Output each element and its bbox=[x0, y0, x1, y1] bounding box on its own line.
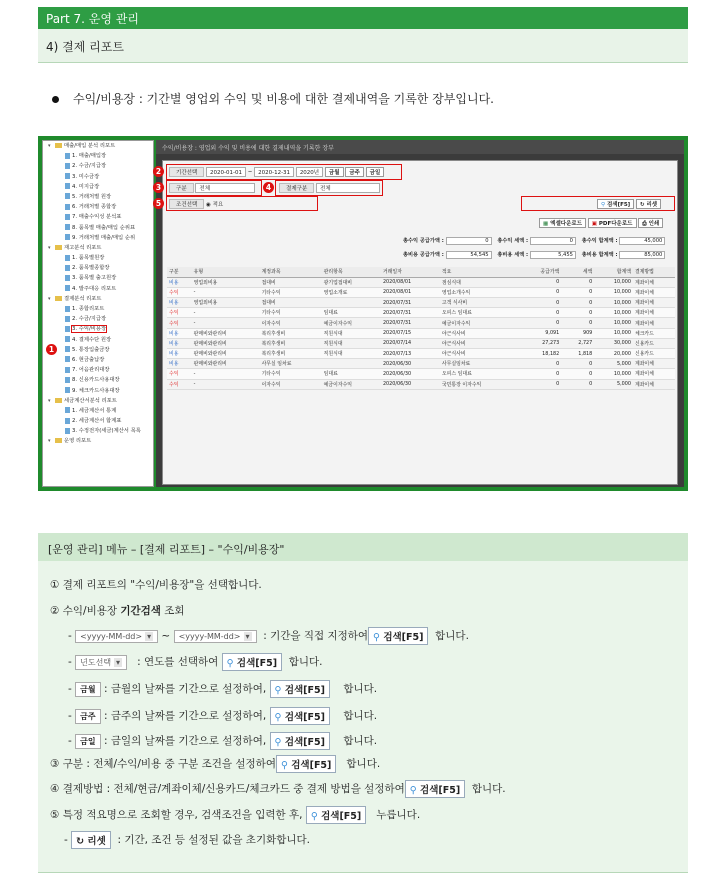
table-cell: 2020/07/15 bbox=[381, 328, 440, 338]
document-icon bbox=[65, 214, 70, 220]
table-cell: - bbox=[192, 308, 260, 318]
table-cell: 2020/07/14 bbox=[381, 338, 440, 348]
guide-search-button: ⚲ 검색[F5] bbox=[270, 707, 330, 725]
table-cell: 2020/07/13 bbox=[381, 349, 440, 359]
table-cell: 0 bbox=[561, 369, 594, 379]
document-icon bbox=[65, 265, 70, 271]
table-cell: 국민통장 이자수익 bbox=[440, 379, 519, 389]
column-header[interactable]: 계정과목 bbox=[260, 267, 322, 277]
table-cell: 임대료 bbox=[322, 369, 381, 379]
tree-item-label: 3. 품목별 출고원장 bbox=[72, 275, 117, 282]
highlight-period bbox=[166, 164, 402, 180]
table-cell: 예금이자수익 bbox=[322, 318, 381, 328]
table-cell: 비용 bbox=[167, 359, 192, 369]
column-header[interactable]: 유형 bbox=[192, 267, 260, 277]
guide-month-button: 금월 bbox=[75, 682, 100, 697]
table-cell: 이자수익 bbox=[260, 318, 322, 328]
step-4: ④ 결제방법 : 전체/현금/계좌이체/신용카드/체크카드 중 결제 방법을 설정하여 ⚲ 검색[F5] 합니다. bbox=[50, 780, 506, 798]
expand-icon[interactable]: ▾ bbox=[48, 295, 51, 302]
table-cell: 2020/08/01 bbox=[381, 287, 440, 297]
table-cell: 오피스 임대료 bbox=[440, 308, 519, 318]
tree-item-label: 6. 거래처별 종합장 bbox=[72, 204, 117, 211]
table-cell: 2020/07/31 bbox=[381, 318, 440, 328]
table-cell: 2020/08/01 bbox=[381, 277, 440, 287]
month-button[interactable]: 금월 bbox=[325, 167, 344, 177]
guide-week-button: 금주 bbox=[75, 709, 100, 724]
table-cell: 점심식대 bbox=[440, 277, 519, 287]
tree-item[interactable] bbox=[43, 263, 153, 273]
table-cell: 비용 bbox=[167, 349, 192, 359]
tree-item[interactable] bbox=[43, 314, 153, 324]
table-cell: 사무실 임차료 bbox=[260, 359, 322, 369]
tree-folder[interactable] bbox=[43, 141, 153, 151]
column-header[interactable]: 구분 bbox=[167, 267, 192, 277]
table-cell: 복리후생비 bbox=[260, 338, 322, 348]
tree-item-label: 6. 현금출납장 bbox=[72, 356, 105, 363]
document-icon bbox=[65, 183, 70, 189]
column-header[interactable]: 공급가액 bbox=[519, 267, 561, 277]
tree-item[interactable] bbox=[43, 172, 153, 182]
table-row[interactable] bbox=[167, 318, 675, 328]
tree-item-label: 3. 수정전자(세금)계산서 목록 bbox=[72, 428, 141, 435]
guide-day-button: 금일 bbox=[75, 734, 100, 749]
guide-search-button: ⚲ 검색[F5] bbox=[222, 653, 282, 671]
table-row[interactable] bbox=[167, 298, 675, 308]
table-cell: 영업소개료 bbox=[322, 287, 381, 297]
document-icon bbox=[65, 275, 70, 281]
table-cell: 909 bbox=[561, 328, 594, 338]
table-cell: 2020/07/31 bbox=[381, 308, 440, 318]
table-cell: 예금이자수익 bbox=[440, 318, 519, 328]
tree-item[interactable] bbox=[43, 233, 153, 243]
table-cell: 판매비와관리비 bbox=[192, 328, 260, 338]
pdf-button[interactable]: ▣ PDF다운로드 bbox=[588, 218, 637, 228]
table-cell: 영업소개수익 bbox=[440, 287, 519, 297]
table-cell: - bbox=[192, 318, 260, 328]
column-header[interactable]: 세액 bbox=[561, 267, 594, 277]
folder-icon bbox=[55, 296, 62, 301]
table-cell: 기타수익 bbox=[260, 308, 322, 318]
pay-select[interactable]: 전체 bbox=[316, 183, 380, 193]
tree-item-label: 1. 종합리포트 bbox=[72, 306, 105, 312]
step-2-day: - 금일 : 금일의 날짜를 기간으로 설정하여, ⚲ 검색[F5] 합니다. bbox=[68, 732, 377, 750]
app-screenshot bbox=[38, 136, 688, 491]
table-cell: 체크카드 bbox=[633, 328, 675, 338]
table-cell: 직원식대 bbox=[322, 328, 381, 338]
step-reset: - ↻ 리셋 : 기간, 조건 등 설정된 값을 초기화합니다. bbox=[64, 831, 310, 849]
reset-button[interactable]: ↻ 리셋 bbox=[636, 199, 661, 209]
tree-item-label: 재고분석 리포트 bbox=[64, 244, 102, 251]
folder-icon bbox=[55, 143, 62, 148]
table-cell: 2020/06/30 bbox=[381, 379, 440, 389]
tree-item[interactable] bbox=[43, 223, 153, 233]
table-cell: 기타수익 bbox=[260, 287, 322, 297]
table-cell: 계좌이체 bbox=[633, 318, 675, 328]
document-icon bbox=[65, 153, 70, 159]
table-cell: 2,727 bbox=[561, 338, 594, 348]
table-cell bbox=[322, 359, 381, 369]
period-label: 기간선택 bbox=[169, 167, 204, 177]
marker-3: 3 bbox=[153, 182, 164, 193]
document-icon bbox=[65, 367, 70, 373]
marker-2: 2 bbox=[153, 166, 164, 177]
table-cell: 수익 bbox=[167, 369, 192, 379]
date-to-input[interactable]: 2020-12-31 bbox=[254, 167, 294, 177]
table-cell: 수익 bbox=[167, 287, 192, 297]
table-cell bbox=[322, 298, 381, 308]
document-icon bbox=[65, 428, 70, 434]
tree-item-label: 1. 매출/매입장 bbox=[72, 153, 107, 160]
intro-bullet bbox=[52, 90, 494, 107]
tree-item[interactable] bbox=[43, 324, 153, 334]
table-cell: 0 bbox=[519, 277, 561, 287]
table-row[interactable] bbox=[167, 349, 675, 359]
part-header: Part 7. 운영 관리 bbox=[38, 7, 688, 29]
report-table bbox=[167, 267, 675, 390]
table-cell: 0 bbox=[561, 359, 594, 369]
report-window bbox=[156, 140, 684, 487]
table-cell: - bbox=[192, 369, 260, 379]
tree-item[interactable] bbox=[43, 202, 153, 212]
table-cell: 신용카드 bbox=[633, 349, 675, 359]
tree-item-label: 7. 어음관리대장 bbox=[72, 367, 110, 374]
report-tree bbox=[42, 140, 154, 487]
tree-item-label: 5. 거래처별 원장 bbox=[72, 193, 112, 200]
tree-item-label: 1. 품목별원장 bbox=[72, 255, 105, 262]
highlight-pay bbox=[275, 180, 383, 196]
table-cell: 9,091 bbox=[519, 328, 561, 338]
folder-icon bbox=[55, 438, 62, 443]
tree-item-label: 1. 세금계산서 통계 bbox=[72, 407, 117, 414]
guide-search-button: ⚲ 검색[F5] bbox=[306, 806, 366, 824]
guide-search-button: ⚲ 검색[F5] bbox=[270, 732, 330, 750]
document-icon bbox=[65, 224, 70, 230]
marker-1: 1 bbox=[46, 344, 57, 355]
expand-icon[interactable]: ▾ bbox=[48, 438, 51, 445]
expand-icon[interactable]: ▾ bbox=[48, 244, 51, 251]
document-icon bbox=[65, 356, 70, 362]
document-icon bbox=[65, 285, 70, 291]
report-panel bbox=[155, 160, 678, 485]
column-header[interactable]: 결제방법 bbox=[633, 267, 675, 277]
document-icon bbox=[65, 163, 70, 169]
column-header[interactable]: 관리항목 bbox=[322, 267, 381, 277]
tree-item[interactable] bbox=[43, 253, 153, 263]
tree-item[interactable] bbox=[43, 212, 153, 222]
tree-item[interactable] bbox=[43, 406, 153, 416]
table-cell: 10,000 bbox=[594, 298, 633, 308]
table-cell: 5,000 bbox=[594, 359, 633, 369]
tree-item-label: 4. 결제수단 원장 bbox=[72, 336, 112, 343]
tree-item-label: 세금계산서분석 리포트 bbox=[64, 397, 117, 404]
table-row[interactable] bbox=[167, 287, 675, 297]
highlight-type bbox=[166, 180, 262, 196]
export-row bbox=[539, 218, 663, 230]
year-select[interactable]: 2020년 bbox=[296, 167, 323, 177]
table-cell: 사무실임차료 bbox=[440, 359, 519, 369]
expand-icon[interactable]: ▾ bbox=[48, 397, 51, 404]
step-2-year: - 년도선택 ▾ : 연도를 선택하여 ⚲ 검색[F5] 합니다. bbox=[68, 653, 323, 671]
table-cell: 0 bbox=[519, 318, 561, 328]
table-cell: 10,000 bbox=[594, 369, 633, 379]
guide-date-to: <yyyy-MM-dd> ▾ bbox=[174, 630, 257, 643]
table-cell: 복리후생비 bbox=[260, 349, 322, 359]
table-header bbox=[167, 267, 675, 277]
guide-date-from: <yyyy-MM-dd> ▾ bbox=[75, 630, 158, 643]
tree-item[interactable] bbox=[43, 182, 153, 192]
table-row[interactable] bbox=[167, 379, 675, 389]
search-button[interactable]: ⚲ 검색[F5] bbox=[597, 199, 634, 209]
table-cell: 오피스 임대료 bbox=[440, 369, 519, 379]
cond-radio[interactable]: ◉ 적요 bbox=[206, 202, 224, 208]
table-cell: 0 bbox=[561, 308, 594, 318]
tree-item-label: 2. 수금/지급장 bbox=[72, 163, 107, 170]
table-cell: 비용 bbox=[167, 277, 192, 287]
table-cell: 접대비 bbox=[260, 277, 322, 287]
table-cell: 1,818 bbox=[561, 349, 594, 359]
document-icon bbox=[65, 326, 70, 332]
column-header[interactable]: 적요 bbox=[440, 267, 519, 277]
table-cell: 0 bbox=[561, 277, 594, 287]
tree-item-label: 결제분석 리포트 bbox=[64, 295, 102, 302]
guide-reset-button: ↻ 리셋 bbox=[71, 831, 111, 849]
document-icon bbox=[65, 418, 70, 424]
table-cell: 비용 bbox=[167, 338, 192, 348]
table-cell: 18,182 bbox=[519, 349, 561, 359]
table-cell: 광기업접대비 bbox=[322, 277, 381, 287]
excel-button[interactable]: ▦ 엑셀다운로드 bbox=[539, 218, 586, 228]
table-row[interactable] bbox=[167, 308, 675, 318]
document-icon bbox=[65, 204, 70, 210]
table-cell: 10,000 bbox=[594, 318, 633, 328]
expense-summary: 총비용 공급가액 : 54,545 총비용 세액 : 5,455 총비용 합계액 : 85,000 bbox=[403, 251, 669, 259]
table-cell: - bbox=[192, 287, 260, 297]
table-cell: 2020/06/30 bbox=[381, 369, 440, 379]
date-from-input[interactable]: 2020-01-01 bbox=[206, 167, 246, 177]
tree-item[interactable] bbox=[43, 273, 153, 283]
print-button[interactable]: ⎙ 인쇄 bbox=[638, 218, 663, 228]
tree-item[interactable] bbox=[43, 355, 153, 365]
table-cell: 0 bbox=[519, 359, 561, 369]
bullet-dot-icon bbox=[52, 96, 59, 103]
table-cell: 10,000 bbox=[594, 328, 633, 338]
table-cell: 계좌이체 bbox=[633, 298, 675, 308]
table-cell: 판매비와관리비 bbox=[192, 359, 260, 369]
step-2-week: - 금주 : 금주의 날짜를 기간으로 설정하여, ⚲ 검색[F5] 합니다. bbox=[68, 707, 377, 725]
table-cell: 10,000 bbox=[594, 287, 633, 297]
table-cell: 야근식사비 bbox=[440, 349, 519, 359]
tree-item[interactable] bbox=[43, 151, 153, 161]
table-cell: 계좌이체 bbox=[633, 287, 675, 297]
table-cell: 복리후생비 bbox=[260, 328, 322, 338]
step-1: ① 결제 리포트의 "수익/비용장"을 선택합니다. bbox=[50, 579, 262, 591]
marker-5: 5 bbox=[153, 198, 164, 209]
highlight-cond bbox=[166, 196, 318, 211]
guide-search-button: ⚲ 검색[F5] bbox=[276, 755, 336, 773]
tree-item-label: 9. 체크카드사용대장 bbox=[72, 387, 120, 394]
tree-folder[interactable] bbox=[43, 436, 153, 446]
table-cell: 0 bbox=[519, 369, 561, 379]
period-row: 기간선택 2020-01-01 ~ 2020-12-31 2020년 금월 금주 금일 bbox=[169, 167, 384, 179]
table-row[interactable] bbox=[167, 277, 675, 287]
table-cell: 0 bbox=[519, 379, 561, 389]
table-cell: 기타수익 bbox=[260, 369, 322, 379]
tree-item-label: 3. 미수금장 bbox=[72, 173, 100, 180]
table-cell: 계좌이체 bbox=[633, 277, 675, 287]
tree-item[interactable] bbox=[43, 345, 153, 355]
table-cell: 수익 bbox=[167, 379, 192, 389]
step-2-month: - 금월 : 금월의 날짜를 기간으로 설정하여, ⚲ 검색[F5] 합니다. bbox=[68, 680, 377, 698]
document-icon bbox=[65, 193, 70, 199]
table-cell: 영업외비용 bbox=[192, 277, 260, 287]
table-cell: 계좌이체 bbox=[633, 359, 675, 369]
table-cell: 0 bbox=[561, 379, 594, 389]
table-cell: 판매비와관리비 bbox=[192, 338, 260, 348]
table-cell: 10,000 bbox=[594, 277, 633, 287]
tree-folder[interactable] bbox=[43, 243, 153, 253]
guide-search-button: ⚲ 검색[F5] bbox=[368, 627, 428, 645]
document-icon bbox=[65, 387, 70, 393]
folder-icon bbox=[55, 398, 62, 403]
step-3: ③ 구분 : 전체/수익/비용 중 구분 조건을 설정하여 ⚲ 검색[F5] 합니다. bbox=[50, 755, 380, 773]
table-cell: 30,000 bbox=[594, 338, 633, 348]
tree-item-label: 4. 발주대응 리포트 bbox=[72, 285, 117, 292]
table-cell: - bbox=[192, 379, 260, 389]
highlight-search bbox=[521, 196, 675, 211]
tree-item[interactable] bbox=[43, 192, 153, 202]
section-subtitle: 4) 결제 리포트 bbox=[38, 29, 688, 63]
table-cell: 야근식사비 bbox=[440, 328, 519, 338]
tree-item-label: 8. 품목별 매출/매입 순위표 bbox=[72, 224, 136, 231]
table-cell: 계좌이체 bbox=[633, 369, 675, 379]
tree-item-label: 2. 세금계산서 합계표 bbox=[72, 418, 122, 425]
table-cell: 0 bbox=[561, 298, 594, 308]
guide-search-button: ⚲ 검색[F5] bbox=[270, 680, 330, 698]
step-2: ② 수익/비용장 기간검색 조회 bbox=[50, 605, 185, 617]
tree-item[interactable] bbox=[43, 161, 153, 171]
revenue-summary: 총수익 공급가액 : 0 총수익 세액 : 0 총수익 합계액 : 45,000 bbox=[403, 237, 669, 245]
cond-label: 조건선택 bbox=[169, 199, 204, 209]
table-cell: 0 bbox=[519, 298, 561, 308]
tree-item-label: 7. 매출수익성 분석표 bbox=[72, 214, 122, 221]
tree-folder[interactable] bbox=[43, 294, 153, 304]
table-cell: 계좌이체 bbox=[633, 379, 675, 389]
table-cell: 임대료 bbox=[322, 308, 381, 318]
tree-item-label: 매출/매입 분석 리포트 bbox=[64, 143, 116, 149]
tree-item-label: 2. 품목별종합장 bbox=[72, 265, 110, 272]
table-cell: 판매비와관리비 bbox=[192, 349, 260, 359]
table-cell: 0 bbox=[561, 287, 594, 297]
document-icon bbox=[65, 255, 70, 261]
tree-item[interactable] bbox=[43, 386, 153, 396]
step-2-date: - <yyyy-MM-dd> ▾ ~ <yyyy-MM-dd> ▾ : 기간을 직접 지정하여 ⚲ 검색[F5] 합니다. bbox=[68, 627, 469, 645]
table-cell: 직원식대 bbox=[322, 338, 381, 348]
tree-item[interactable] bbox=[43, 416, 153, 426]
tree-folder[interactable] bbox=[43, 396, 153, 406]
expand-icon[interactable]: ▾ bbox=[48, 143, 51, 149]
tree-item[interactable] bbox=[43, 335, 153, 345]
folder-icon bbox=[55, 245, 62, 250]
table-cell: 예금이자수익 bbox=[322, 379, 381, 389]
guide-search-button: ⚲ 검색[F5] bbox=[405, 780, 465, 798]
table-cell: 직원식대 bbox=[322, 349, 381, 359]
table-cell: 이자수익 bbox=[260, 379, 322, 389]
marker-4: 4 bbox=[263, 182, 274, 193]
tree-item[interactable] bbox=[43, 426, 153, 436]
table-row[interactable] bbox=[167, 369, 675, 379]
tree-item-label: 9. 거래처별 매출/매입 순위 bbox=[72, 234, 136, 241]
document-icon bbox=[65, 336, 70, 342]
pay-label: 결제구분 bbox=[279, 183, 314, 193]
table-cell: 접대비 bbox=[260, 298, 322, 308]
tree-item[interactable] bbox=[43, 284, 153, 294]
tree-item-label: 운영 리포트 bbox=[64, 438, 92, 445]
document-icon bbox=[65, 377, 70, 383]
table-cell: 5,000 bbox=[594, 379, 633, 389]
tree-item-label: 8. 신용카드사용대장 bbox=[72, 377, 120, 384]
guide-year-select: 년도선택 ▾ bbox=[75, 655, 127, 670]
table-row[interactable] bbox=[167, 338, 675, 348]
table-cell: 고객 식사비 bbox=[440, 298, 519, 308]
document-icon bbox=[65, 173, 70, 179]
step-5: ⑤ 특정 적요명으로 조회할 경우, 검색조건을 입력한 후, ⚲ 검색[F5] 누릅니다. bbox=[50, 806, 420, 824]
table-cell: 야근식사비 bbox=[440, 338, 519, 348]
table-cell: 수익 bbox=[167, 318, 192, 328]
table-cell: 27,273 bbox=[519, 338, 561, 348]
table-cell: 수익 bbox=[167, 308, 192, 318]
table-cell: 영업외비용 bbox=[192, 298, 260, 308]
tree-item-label: 3. 수익/비용장 bbox=[72, 326, 107, 333]
table-cell: 10,000 bbox=[594, 308, 633, 318]
type-select[interactable]: 전체 bbox=[195, 183, 255, 193]
document-icon bbox=[65, 234, 70, 240]
table-cell: 0 bbox=[519, 308, 561, 318]
document-icon bbox=[65, 407, 70, 413]
window-title: 수익/비용장 : 영업외 수익 및 비용에 대한 결제내역을 기록한 장부 bbox=[156, 140, 684, 154]
table-cell: 20,000 bbox=[594, 349, 633, 359]
table-cell: 계좌이체 bbox=[633, 308, 675, 318]
day-button[interactable]: 금일 bbox=[366, 167, 385, 177]
tree-item[interactable] bbox=[43, 365, 153, 375]
guide-header: [운영 관리] 메뉴 – [결제 리포트] – "수익/비용장" bbox=[38, 533, 688, 561]
tree-item[interactable] bbox=[43, 304, 153, 314]
table-row[interactable] bbox=[167, 359, 675, 369]
type-label: 구분 bbox=[169, 183, 194, 193]
table-cell: 2020/07/31 bbox=[381, 298, 440, 308]
table-cell: 0 bbox=[519, 287, 561, 297]
document-icon bbox=[65, 316, 70, 322]
week-button[interactable]: 금주 bbox=[345, 167, 364, 177]
table-row[interactable] bbox=[167, 328, 675, 338]
table-cell: 신용카드 bbox=[633, 338, 675, 348]
tree-item[interactable] bbox=[43, 375, 153, 385]
table-cell: 2020/06/30 bbox=[381, 359, 440, 369]
intro-text: 수익/비용장 : 기간별 영업외 수익 및 비용에 대한 결제내역을 기록한 장부입니다. bbox=[73, 92, 494, 106]
table-cell: 0 bbox=[561, 318, 594, 328]
guide-box bbox=[38, 533, 688, 873]
document-icon bbox=[65, 346, 70, 352]
tree-item-label: 5. 통장입출금장 bbox=[72, 346, 110, 353]
tree-item-label: 2. 수금/지급장 bbox=[72, 316, 107, 323]
tree-item-label: 4. 미지급장 bbox=[72, 183, 100, 190]
column-header[interactable]: 거래일자 bbox=[381, 267, 440, 277]
table-cell: 비용 bbox=[167, 328, 192, 338]
table-cell: 비용 bbox=[167, 298, 192, 308]
document-icon bbox=[65, 306, 70, 312]
column-header[interactable]: 합계액 bbox=[594, 267, 633, 277]
